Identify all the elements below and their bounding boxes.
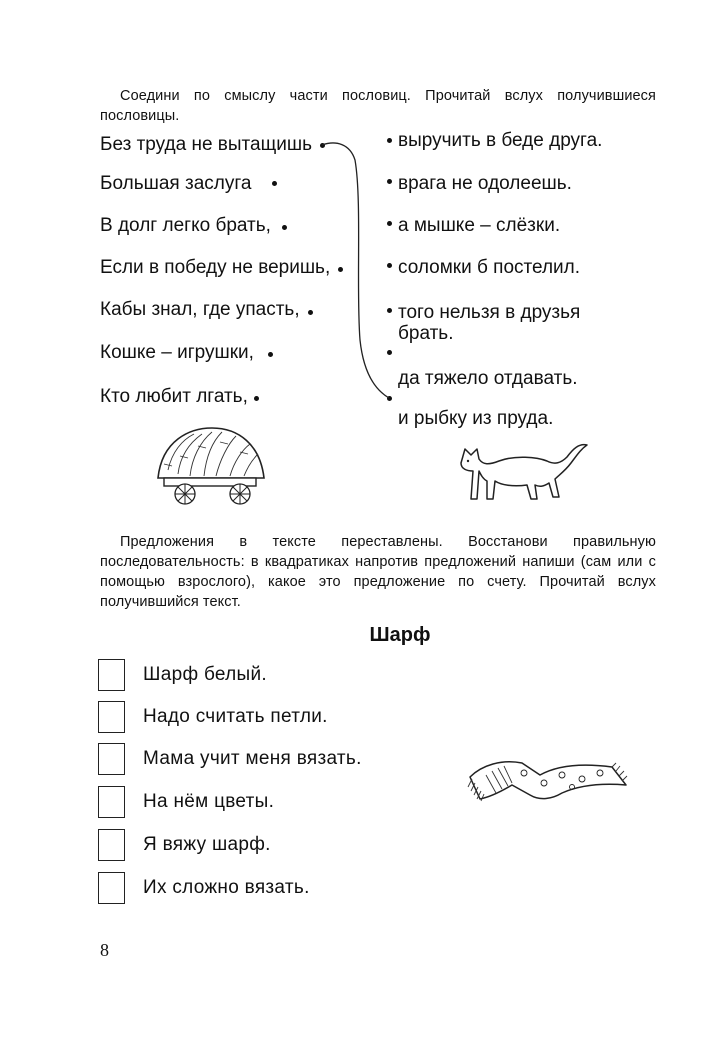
proverb-right-item: того нельзя в друзья [398, 302, 581, 323]
proverb-left-item: Кабы знал, где упасть, [100, 299, 300, 320]
exercise2-instruction: Предложения в тексте переставлены. Восстанови правильную последовательность: в квадратиках напротив предложений напиши (сам или с помощью взрослого), какое это предложение по счету. Прочитай вслух получившийся текст. [100, 534, 656, 610]
proverb-right-item: а мышке – слёзки. [398, 215, 561, 236]
proverb-left-item: В долг легко брать, [100, 215, 271, 236]
proverb-left-item: Если в победу не веришь, [100, 257, 331, 278]
order-number-box[interactable] [98, 659, 125, 691]
sentence-text: Мама учит меня вязать. [143, 748, 362, 769]
cat-illustration [455, 435, 595, 510]
sentence-text: Я вяжу шарф. [143, 834, 271, 855]
order-number-box[interactable] [98, 872, 125, 904]
sentence-text: Их сложно вязать. [143, 877, 310, 898]
order-number-box[interactable] [98, 743, 125, 775]
proverb-left-item: Без труда не вытащишь [100, 134, 312, 155]
proverb-left-item: Кошке – игрушки, [100, 342, 254, 363]
story-title: Шарф [369, 624, 431, 646]
proverb-right-item: брать. [398, 323, 454, 344]
haystack-cart-illustration [150, 420, 270, 510]
page-number: 8 [100, 940, 109, 960]
proverb-right-item: врага не одолеешь. [398, 173, 572, 194]
proverb-left-item: Большая заслуга [100, 173, 252, 194]
sentence-text: Шарф белый. [143, 664, 267, 685]
order-number-box[interactable] [98, 786, 125, 818]
proverb-right-item: выручить в беде друга. [398, 130, 603, 151]
exercise1-instruction: Соедини по смыслу части пословиц. Прочитай вслух получившиеся пословицы. [100, 88, 656, 124]
proverb-right-item: да тяжело отдавать. [398, 368, 578, 389]
proverb-right-item: и рыбку из пруда. [398, 408, 554, 429]
scarf-illustration [462, 755, 632, 815]
sentence-text: Надо считать петли. [143, 706, 328, 727]
proverb-right-item: соломки б постелил. [398, 257, 581, 278]
order-number-box[interactable] [98, 701, 125, 733]
order-number-box[interactable] [98, 829, 125, 861]
sentence-text: На нём цветы. [143, 791, 275, 812]
proverb-left-item: Кто любит лгать, [100, 386, 248, 407]
